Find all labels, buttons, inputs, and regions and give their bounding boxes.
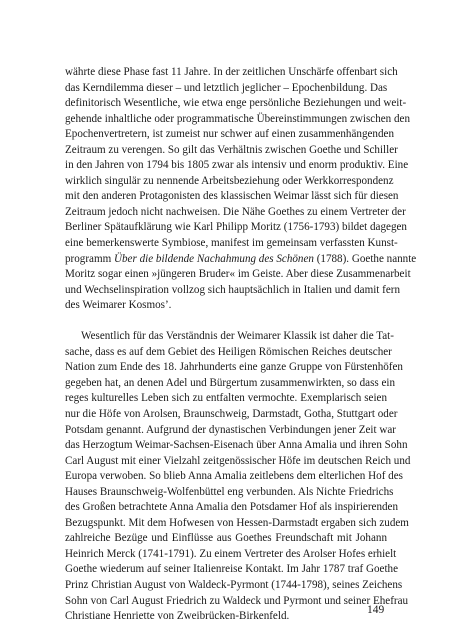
text-line: eine bemerkenswerte Symbiose, manifest im gemeinsam verfassten Kunst-: [65, 237, 398, 250]
text-line: in den Jahren von 1794 bis 1805 zwar als intensiv und enorm produktiv. Eine: [65, 159, 409, 172]
text-line: zahlreiche Bezüge und Einflüsse aus Goethes Freundschaft mit Johann: [65, 532, 387, 545]
text-line: Hauses Braunschweig-Wolfenbüttel eng verbunden. Als Nichte Friedrichs: [65, 485, 394, 498]
text-line: das Herzogtum Weimar-Sachsen-Eisenach über Anna Amalia und ihren Sohn: [65, 439, 408, 452]
paragraph-1: [65, 65, 417, 314]
text-line: das Kerndilemma dieser – und letztlich jeglicher – Epochenbildung. Das: [65, 81, 388, 94]
text-fragment: (1788). Goethe nannte: [313, 252, 417, 265]
text-line: Carl August mit einer Vielzahl zeitgenössischer Höfe im deutschen Reich und: [65, 454, 411, 467]
text-line: Heinrich Merck (1741-1791). Zu einem Vertreter des Arolser Hofes erhielt: [65, 547, 397, 560]
page-body: [65, 65, 417, 625]
text-line: Europa verwoben. So blieb Anna Amalia zeitlebens dem elterlichen Hof des: [65, 470, 403, 483]
text-line: Sohn von Carl August Friedrich zu Waldeck und Pyrmont und seiner Ehefrau: [65, 594, 409, 607]
text-line: währte diese Phase fast 11 Jahre. In der zeitlichen Unschärfe offenbart sich: [65, 66, 398, 78]
text-line: Moritz sogar einen »jüngeren Bruder« im Geiste. Aber diese Zusammenarbeit: [65, 268, 411, 281]
text-line: gehende inhaltliche oder programmatische Übereinstimmungen zwischen den: [65, 112, 411, 125]
text-line: Christiane Henriette von Zweibrücken-Birkenfeld.: [65, 610, 290, 623]
text-fragment: programm: [65, 252, 114, 265]
text-line: gegeben hat, an denen Adel und Bürgertum zusammenwirkten, so dass ein: [65, 376, 396, 389]
text-line: des Weimarer Kosmos’.: [65, 299, 172, 312]
text-line: Epochenvertretern, ist zumeist nur schwer auf einen zusammenhängenden: [65, 128, 394, 141]
text-line: Zeitraum zu verengen. So gilt das Verhältnis zwischen Goethe und Schiller: [65, 143, 398, 156]
text-line: wirklich singulär zu nennende Arbeitsbeziehung oder Werkkorrespondenz: [65, 174, 394, 187]
text-line: mit den anderen Protagonisten des klassischen Weimar lässt sich für diesen: [65, 190, 399, 203]
text-line: definitorisch Wesentliche, wie etwa enge persönliche Beziehungen und weit-: [65, 97, 407, 110]
text-line: Goethe wiederum auf seiner Italienreise Kontakt. Im Jahr 1787 traf Goethe: [65, 563, 398, 576]
text-line: Nation zum Ende des 18. Jahrhunderts eine ganze Gruppe von Fürstenhöfen: [65, 361, 403, 374]
text-line: Prinz Christian August von Waldeck-Pyrmont (1744-1798), seines Zeichens: [65, 579, 403, 591]
text-line: und Wechselinspiration vollzog sich hauptsächlich in Italien und damit fern: [65, 283, 401, 296]
paragraph-spacer: [65, 314, 387, 330]
text-line: Berliner Spätaufklärung wie Karl Philipp Moritz (1756-1793) bildet dagegen: [65, 221, 407, 234]
text-line: Wesentlich für das Verständnis der Weimarer Klassik ist daher die Tat-: [81, 330, 394, 343]
text-line: Potsdam genannt. Aufgrund der dynastischen Verbindungen jener Zeit war: [65, 423, 396, 436]
text-line: des Großen betrachtete Anna Amalia den Potsdamer Hof als inspirierenden: [65, 501, 399, 514]
text-line: Zeitraum jedoch nicht nachweisen. Die Nähe Goethes zu einem Vertreter der: [65, 205, 406, 218]
text-line-with-title: [65, 252, 417, 268]
text-line: reges kulturelles Leben sich zu entfalten vermochte. Exemplarisch seien: [65, 392, 387, 405]
paragraph-2: [65, 329, 411, 624]
text-line: sache, dass es auf dem Gebiet des Heiligen Römischen Reiches deutscher: [65, 345, 392, 358]
page-number: 149: [367, 604, 385, 616]
text-line: nur die Höfe von Arolsen, Braunschweig, Darmstadt, Gotha, Stuttgart oder: [65, 407, 398, 420]
book-title: Über die bildende Nachahmung des Schönen: [114, 252, 314, 265]
text-line: Bezugspunkt. Mit dem Hofwesen von Hessen-Darmstadt ergaben sich zudem: [65, 516, 409, 529]
